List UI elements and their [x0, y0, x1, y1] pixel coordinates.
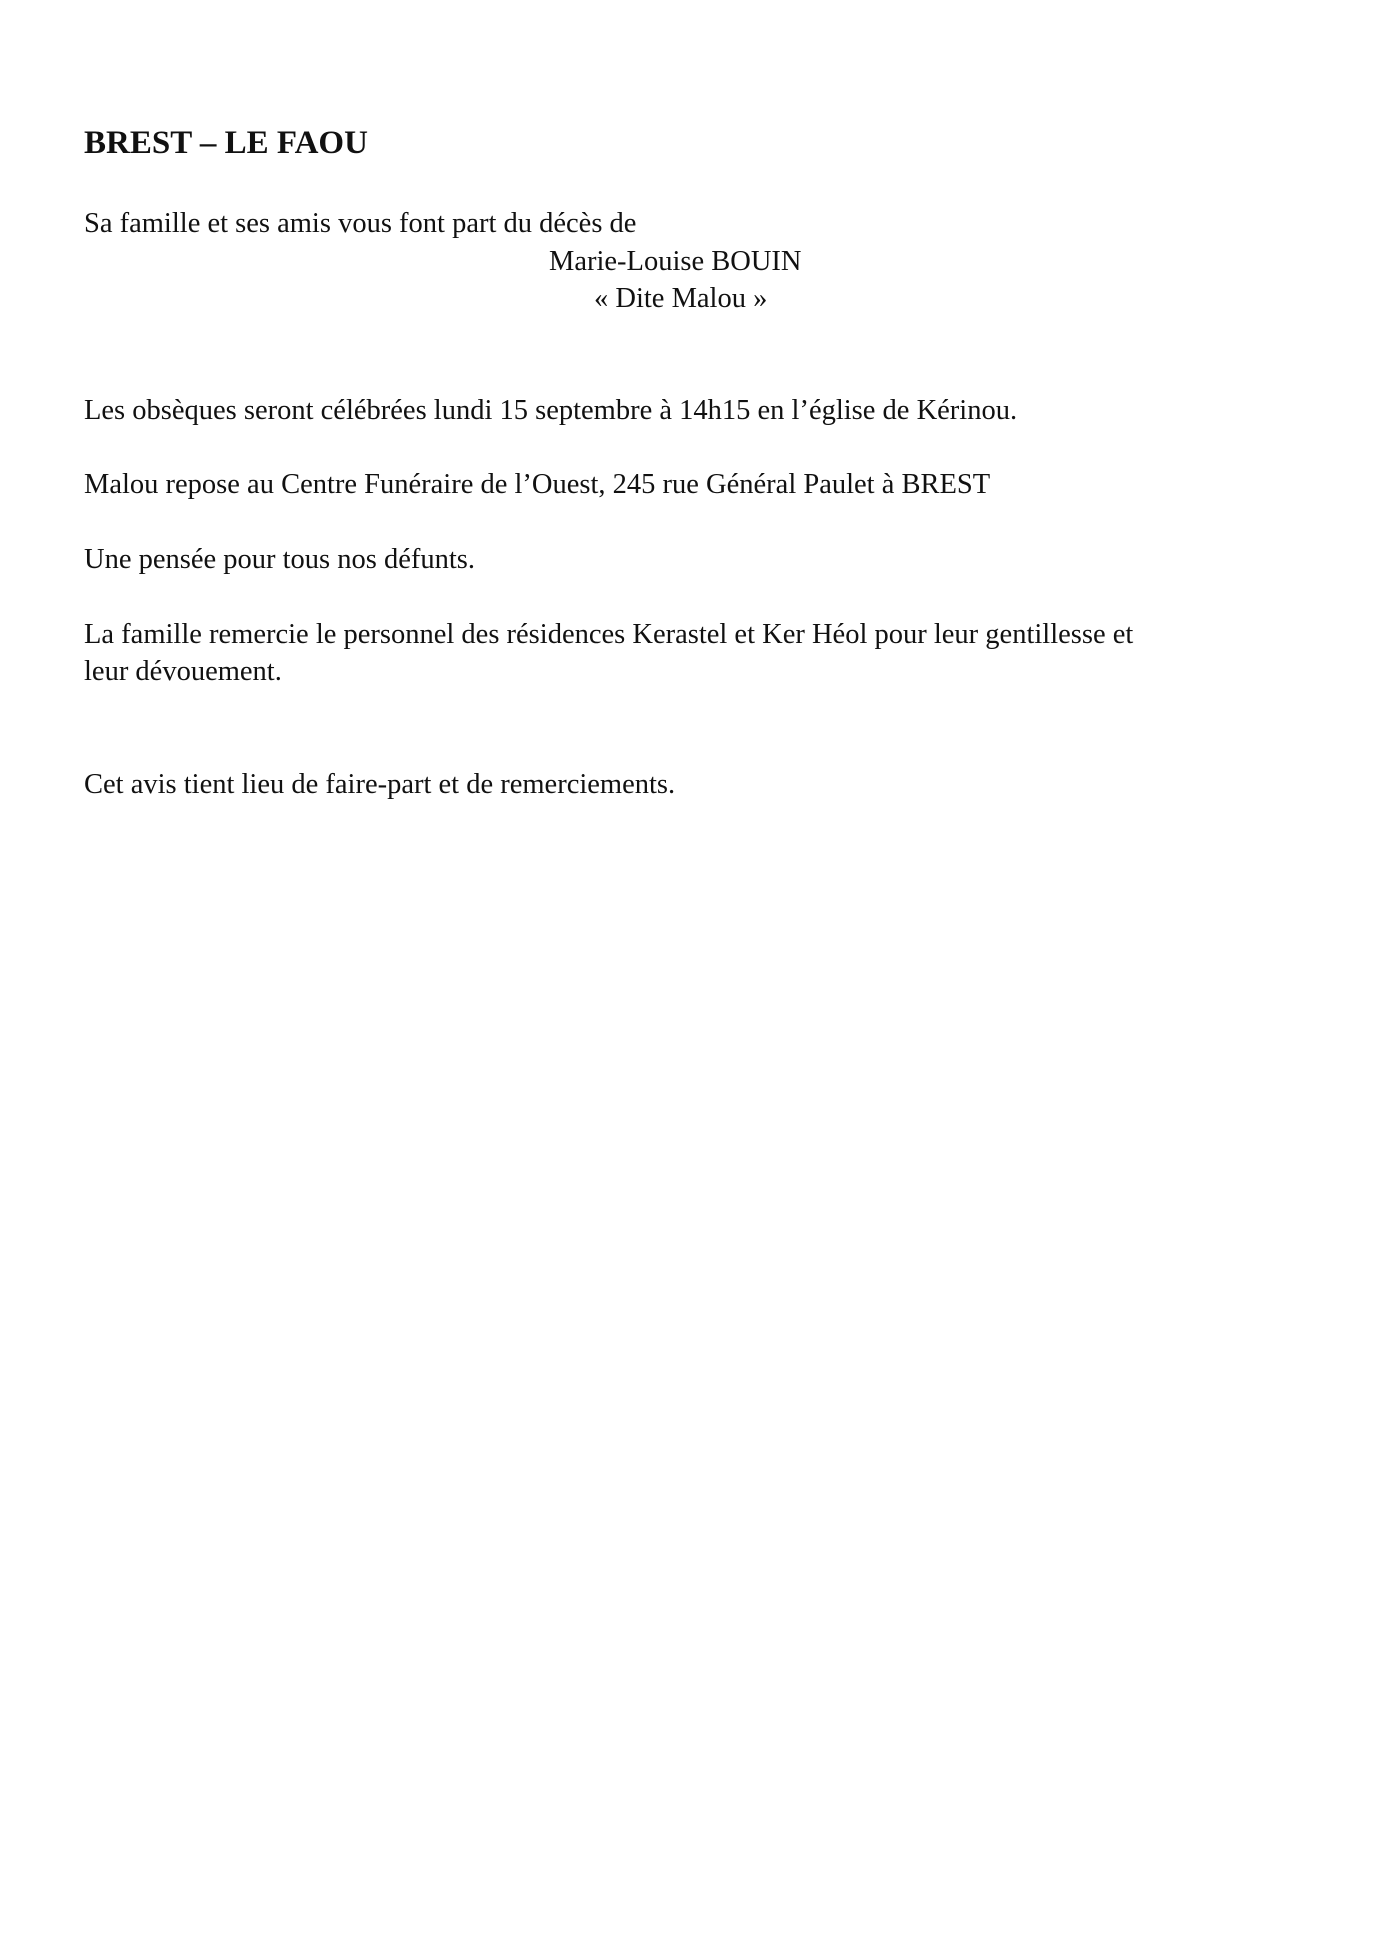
thanks-text-line-1: La famille remercie le personnel des résidences Kerastel et Ker Héol pour leur gentillesse et: [84, 619, 1134, 650]
thanks-text-line-2: leur dévouement.: [84, 656, 282, 687]
notice-text: Cet avis tient lieu de faire-part et de remerciements.: [84, 769, 676, 800]
deceased-name: Marie-Louise BOUIN: [549, 246, 802, 277]
funeral-info: Les obsèques seront célébrées lundi 15 septembre à 14h15 en l’église de Kérinou.: [84, 395, 1018, 426]
document-heading: BREST – LE FAOU: [84, 125, 368, 161]
thought-text: Une pensée pour tous nos défunts.: [84, 544, 476, 575]
deceased-nickname: « Dite Malou »: [594, 283, 768, 314]
intro-text: Sa famille et ses amis vous font part du décès de: [84, 208, 637, 239]
resting-place-info: Malou repose au Centre Funéraire de l’Ouest, 245 rue Général Paulet à BREST: [84, 469, 991, 500]
